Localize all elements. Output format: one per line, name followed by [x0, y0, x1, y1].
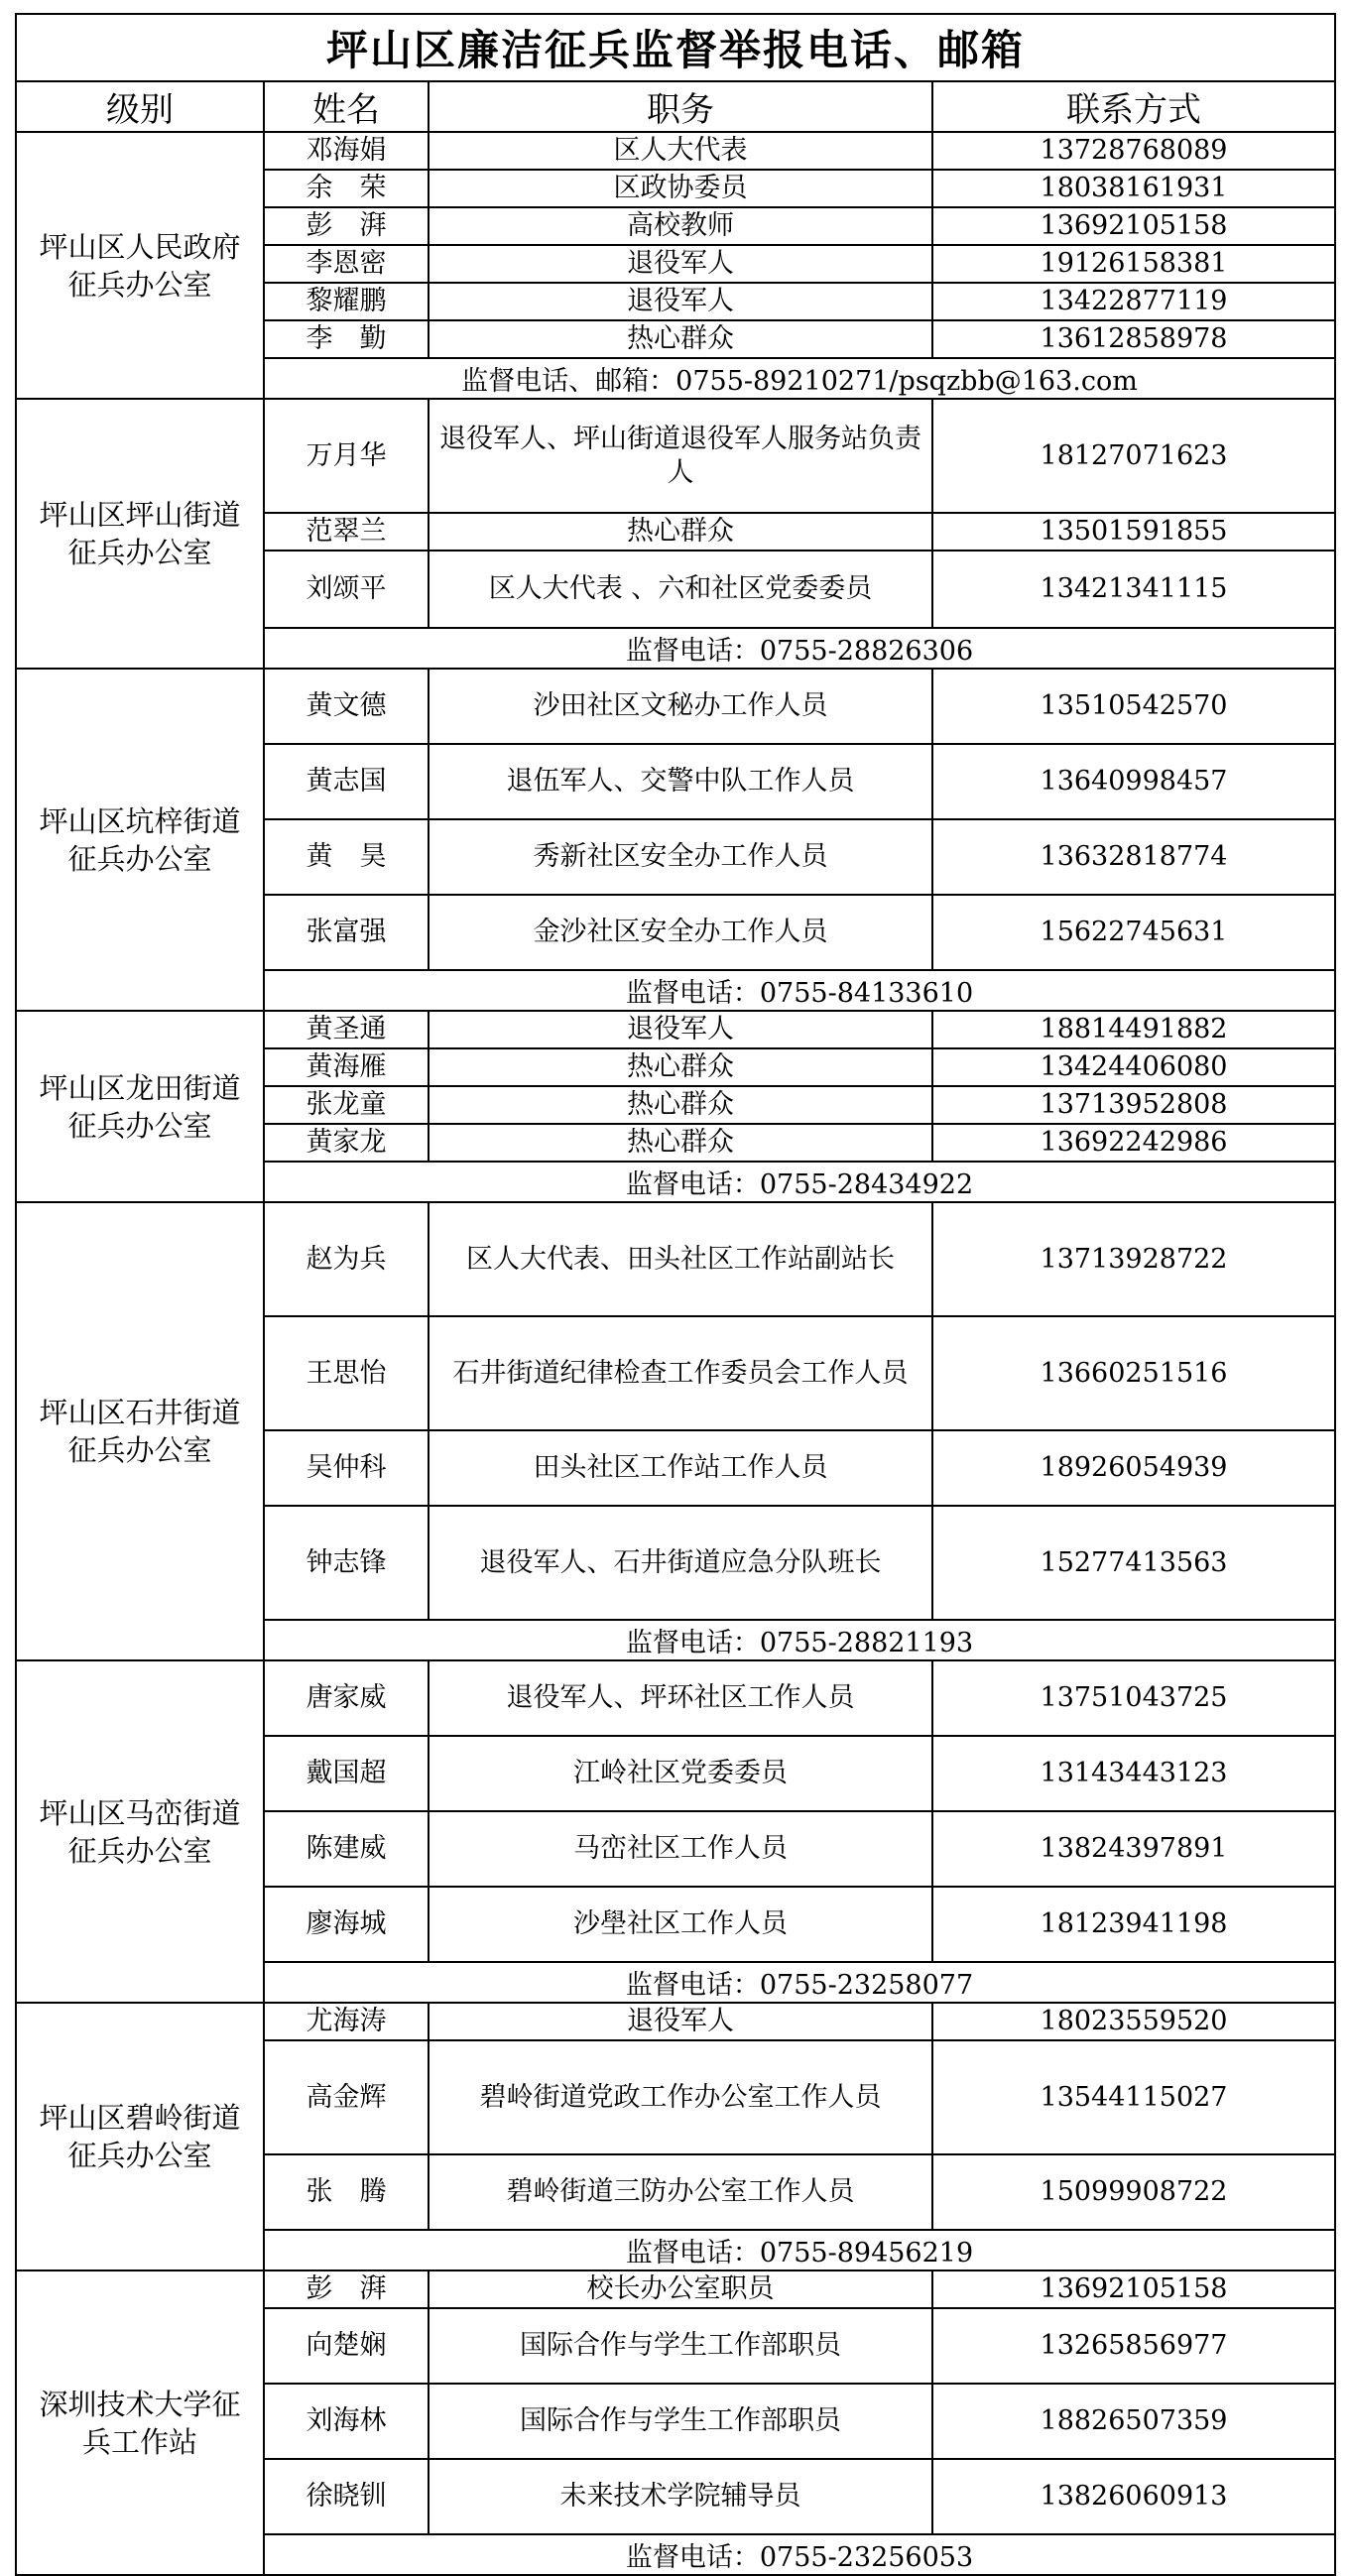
person-phone: 13544115027 — [932, 2040, 1335, 2154]
person-phone: 13265856977 — [932, 2308, 1335, 2384]
person-name: 张 腾 — [264, 2154, 429, 2230]
person-name: 范翠兰 — [264, 513, 429, 551]
person-name: 徐晓钏 — [264, 2459, 429, 2534]
table-row — [16, 1202, 1335, 1316]
supervision-phone: 监督电话：0755-84133610 — [264, 970, 1335, 1011]
person-phone: 19126158381 — [932, 245, 1335, 283]
person-phone: 15622745631 — [932, 895, 1335, 970]
person-job: 国际合作与学生工作部职员 — [429, 2308, 932, 2384]
header-level: 级别 — [16, 81, 264, 132]
person-name: 万月华 — [264, 399, 429, 513]
person-name: 陈建威 — [264, 1811, 429, 1887]
person-job: 退役军人 — [429, 2003, 932, 2040]
person-name: 黄志国 — [264, 744, 429, 819]
person-phone: 13510542570 — [932, 669, 1335, 744]
supervision-contact-table — [15, 13, 1336, 2576]
person-name: 王思怡 — [264, 1316, 429, 1430]
person-job: 石井街道纪律检查工作委员会工作人员 — [429, 1316, 932, 1430]
unit-name: 坪山区龙田街道 征兵办公室 — [16, 1011, 264, 1202]
person-phone: 13612858978 — [932, 320, 1335, 358]
person-job: 田头社区工作站工作人员 — [429, 1430, 932, 1506]
person-phone: 13632818774 — [932, 819, 1335, 895]
table-row — [16, 1011, 1335, 1048]
person-phone: 13728768089 — [932, 132, 1335, 170]
page-title: 坪山区廉洁征兵监督举报电话、邮箱 — [16, 14, 1335, 81]
table-row — [16, 1660, 1335, 1736]
person-phone: 18814491882 — [932, 1011, 1335, 1048]
person-job: 未来技术学院辅导员 — [429, 2459, 932, 2534]
person-phone: 13713952808 — [932, 1086, 1335, 1124]
person-name: 戴国超 — [264, 1736, 429, 1811]
supervision-phone: 监督电话、邮箱：0755-89210271/psqzbb@163.com — [264, 358, 1335, 399]
person-phone: 18123941198 — [932, 1887, 1335, 1962]
unit-name: 坪山区人民政府 征兵办公室 — [16, 132, 264, 399]
person-job: 江岭社区党委委员 — [429, 1736, 932, 1811]
person-phone: 13826060913 — [932, 2459, 1335, 2534]
person-job: 国际合作与学生工作部职员 — [429, 2384, 932, 2459]
person-name: 黄海雁 — [264, 1048, 429, 1086]
person-phone: 18038161931 — [932, 170, 1335, 207]
person-phone: 13640998457 — [932, 744, 1335, 819]
person-name: 钟志锋 — [264, 1506, 429, 1620]
supervision-phone: 监督电话：0755-23256053 — [264, 2534, 1335, 2575]
person-name: 廖海城 — [264, 1887, 429, 1962]
person-name: 邓海娟 — [264, 132, 429, 170]
person-job: 退役军人、石井街道应急分队班长 — [429, 1506, 932, 1620]
supervision-phone: 监督电话：0755-23258077 — [264, 1962, 1335, 2003]
person-job: 区政协委员 — [429, 170, 932, 207]
person-phone: 13501591855 — [932, 513, 1335, 551]
person-job: 校长办公室职员 — [429, 2270, 932, 2308]
person-job: 热心群众 — [429, 1124, 932, 1162]
person-job: 沙壆社区工作人员 — [429, 1887, 932, 1962]
person-phone: 13751043725 — [932, 1660, 1335, 1736]
unit-name: 坪山区坑梓街道 征兵办公室 — [16, 669, 264, 1011]
person-name: 高金辉 — [264, 2040, 429, 2154]
supervision-phone: 监督电话：0755-28821193 — [264, 1620, 1335, 1660]
person-name: 尤海涛 — [264, 2003, 429, 2040]
person-name: 刘海林 — [264, 2384, 429, 2459]
person-phone: 13422877119 — [932, 283, 1335, 320]
person-phone: 13692105158 — [932, 207, 1335, 245]
person-job: 高校教师 — [429, 207, 932, 245]
unit-name: 坪山区碧岭街道 征兵办公室 — [16, 2003, 264, 2270]
person-name: 黎耀鹏 — [264, 283, 429, 320]
person-job: 退役军人 — [429, 1011, 932, 1048]
person-phone: 13692105158 — [932, 2270, 1335, 2308]
person-name: 向楚娴 — [264, 2308, 429, 2384]
person-name: 李恩密 — [264, 245, 429, 283]
person-name: 黄圣通 — [264, 1011, 429, 1048]
person-phone: 15099908722 — [932, 2154, 1335, 2230]
unit-name: 坪山区坪山街道 征兵办公室 — [16, 399, 264, 669]
person-name: 黄文德 — [264, 669, 429, 744]
person-job: 碧岭街道党政工作办公室工作人员 — [429, 2040, 932, 2154]
person-job: 秀新社区安全办工作人员 — [429, 819, 932, 895]
supervision-phone: 监督电话：0755-28434922 — [264, 1162, 1335, 1202]
person-phone: 13713928722 — [932, 1202, 1335, 1316]
person-phone: 13143443123 — [932, 1736, 1335, 1811]
person-phone: 13692242986 — [932, 1124, 1335, 1162]
table-row — [16, 132, 1335, 170]
table-row — [16, 399, 1335, 513]
person-name: 吴仲科 — [264, 1430, 429, 1506]
person-job: 区人大代表 — [429, 132, 932, 170]
person-phone: 13424406080 — [932, 1048, 1335, 1086]
person-job: 沙田社区文秘办工作人员 — [429, 669, 932, 744]
supervision-phone: 监督电话：0755-89456219 — [264, 2230, 1335, 2270]
table-row — [16, 2003, 1335, 2040]
person-job: 退伍军人、交警中队工作人员 — [429, 744, 932, 819]
person-name: 张富强 — [264, 895, 429, 970]
table-row — [16, 2270, 1335, 2308]
header-job: 职务 — [429, 81, 932, 132]
supervision-phone: 监督电话：0755-28826306 — [264, 628, 1335, 669]
person-job: 退役军人 — [429, 283, 932, 320]
person-phone: 15277413563 — [932, 1506, 1335, 1620]
person-phone: 18127071623 — [932, 399, 1335, 513]
person-job: 马峦社区工作人员 — [429, 1811, 932, 1887]
person-name: 彭 湃 — [264, 207, 429, 245]
header-contact: 联系方式 — [932, 81, 1335, 132]
table-row — [16, 669, 1335, 744]
person-job: 区人大代表 、六和社区党委委员 — [429, 551, 932, 628]
person-phone: 18926054939 — [932, 1430, 1335, 1506]
unit-name: 坪山区石井街道 征兵办公室 — [16, 1202, 264, 1660]
person-name: 黄 昊 — [264, 819, 429, 895]
person-job: 退役军人、坪环社区工作人员 — [429, 1660, 932, 1736]
person-job: 热心群众 — [429, 513, 932, 551]
person-job: 退役军人 — [429, 245, 932, 283]
person-phone: 18023559520 — [932, 2003, 1335, 2040]
person-job: 碧岭街道三防办公室工作人员 — [429, 2154, 932, 2230]
person-phone: 13421341115 — [932, 551, 1335, 628]
person-name: 唐家威 — [264, 1660, 429, 1736]
person-name: 张龙童 — [264, 1086, 429, 1124]
person-name: 黄家龙 — [264, 1124, 429, 1162]
person-name: 余 荣 — [264, 170, 429, 207]
unit-name: 深圳技术大学征 兵工作站 — [16, 2270, 264, 2575]
person-name: 李 勤 — [264, 320, 429, 358]
person-name: 彭 湃 — [264, 2270, 429, 2308]
person-job: 热心群众 — [429, 1086, 932, 1124]
person-job: 金沙社区安全办工作人员 — [429, 895, 932, 970]
person-name: 赵为兵 — [264, 1202, 429, 1316]
person-phone: 13660251516 — [932, 1316, 1335, 1430]
person-job: 退役军人、坪山街道退役军人服务站负责人 — [429, 399, 932, 513]
person-phone: 13824397891 — [932, 1811, 1335, 1887]
person-job: 热心群众 — [429, 320, 932, 358]
person-job: 热心群众 — [429, 1048, 932, 1086]
person-job: 区人大代表、田头社区工作站副站长 — [429, 1202, 932, 1316]
unit-name: 坪山区马峦街道 征兵办公室 — [16, 1660, 264, 2003]
person-phone: 18826507359 — [932, 2384, 1335, 2459]
person-name: 刘颂平 — [264, 551, 429, 628]
header-name: 姓名 — [264, 81, 429, 132]
